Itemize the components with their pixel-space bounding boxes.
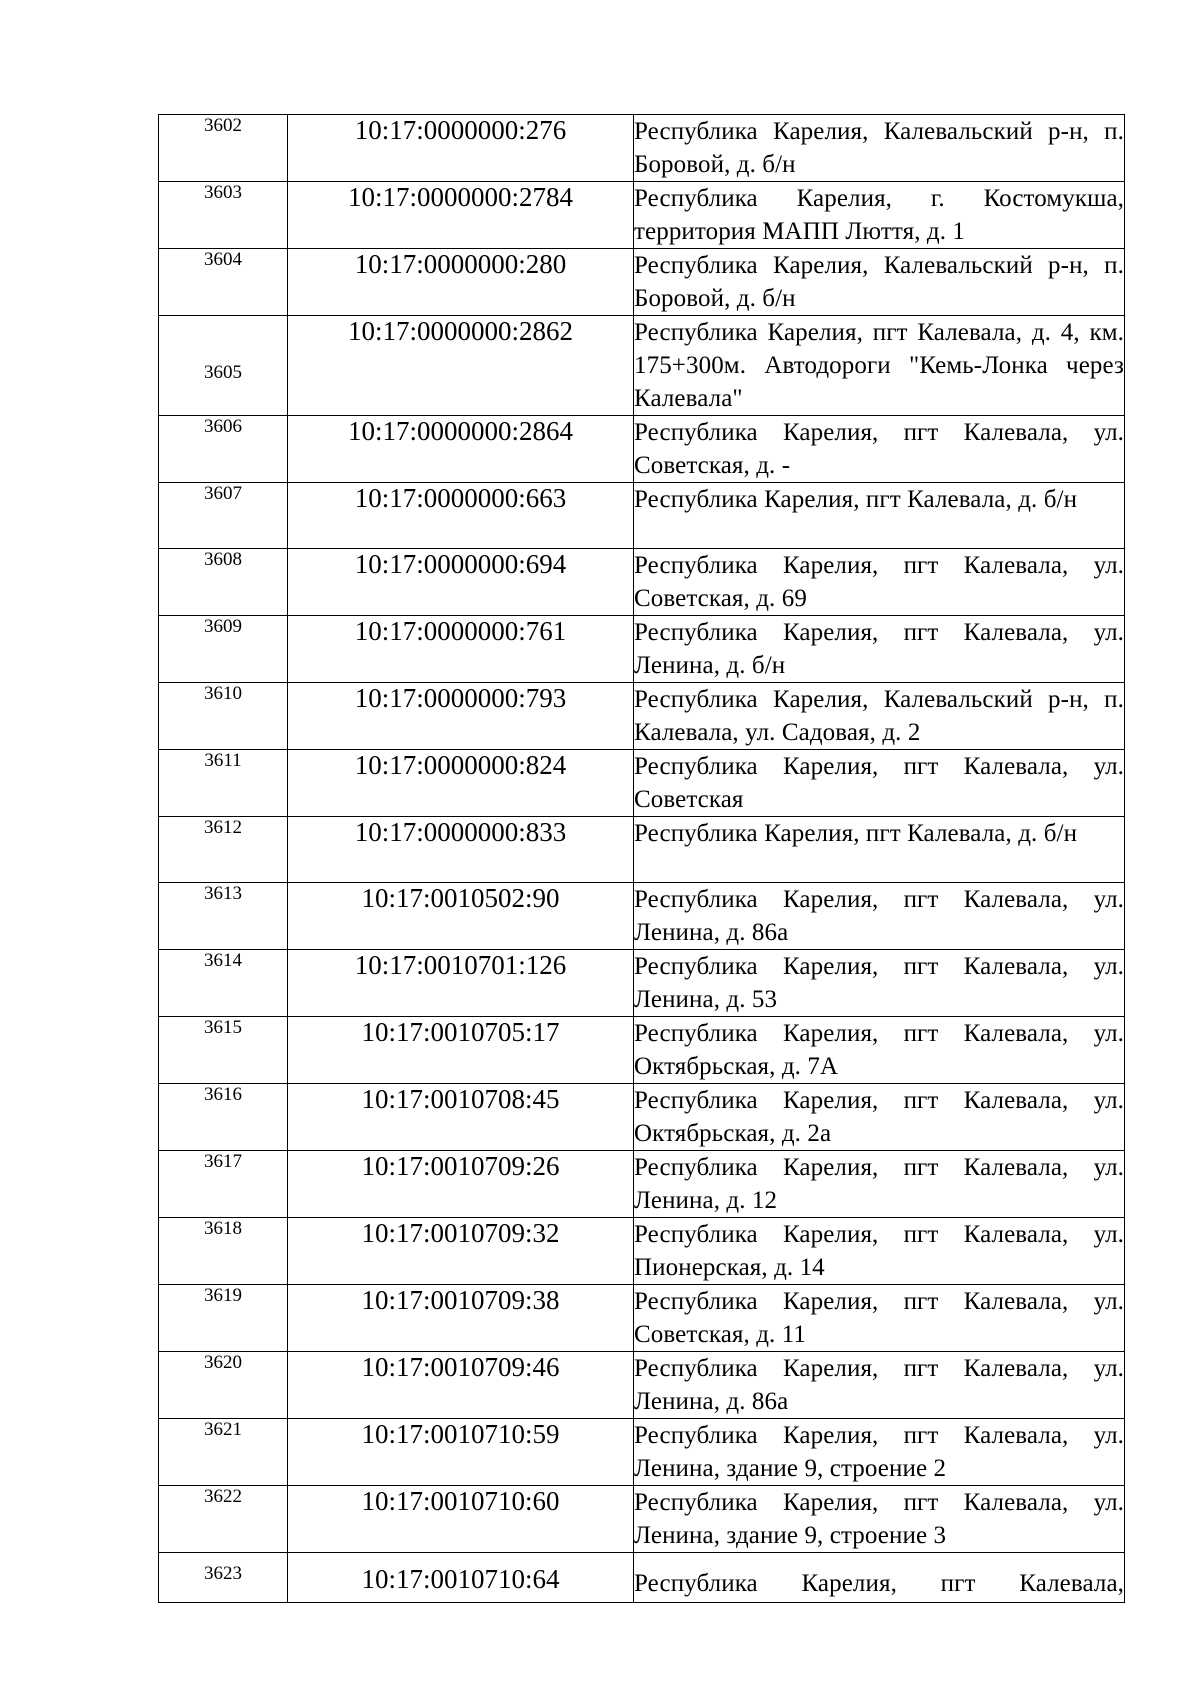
row-number: 3614 bbox=[159, 950, 288, 1017]
table-row bbox=[159, 1419, 1125, 1486]
address: Республика Карелия, пгт Калевала, ул. Ленина, д. б/н bbox=[634, 616, 1125, 683]
address: Республика Карелия, пгт Калевала, ул. Советская, д. - bbox=[634, 416, 1125, 483]
cadastral-number: 10:17:0000000:2784 bbox=[288, 182, 634, 249]
row-number: 3609 bbox=[159, 616, 288, 683]
table-row bbox=[159, 883, 1125, 950]
address: Республика Карелия, пгт Калевала, ул. Ленина, здание 9, строение 3 bbox=[634, 1486, 1125, 1553]
row-number: 3618 bbox=[159, 1218, 288, 1285]
table-row bbox=[159, 182, 1125, 249]
table-row bbox=[159, 1017, 1125, 1084]
table-row bbox=[159, 683, 1125, 750]
table-row bbox=[159, 750, 1125, 817]
table-row bbox=[159, 549, 1125, 616]
address: Республика Карелия, г. Костомукша, территория МАПП Люття, д. 1 bbox=[634, 182, 1125, 249]
cadastral-number: 10:17:0000000:694 bbox=[288, 549, 634, 616]
table-row bbox=[159, 1352, 1125, 1419]
cadastral-number: 10:17:0010705:17 bbox=[288, 1017, 634, 1084]
table-row bbox=[159, 1285, 1125, 1352]
cadastral-number: 10:17:0000000:2862 bbox=[288, 316, 634, 416]
address: Республика Карелия, Калевальский р-н, п. Калевала, ул. Садовая, д. 2 bbox=[634, 683, 1125, 750]
address: Республика Карелия, пгт Калевала, д. б/н bbox=[634, 483, 1125, 549]
address: Республика Карелия, пгт Калевала, ул. Ленина, д. 12 bbox=[634, 1151, 1125, 1218]
table-row bbox=[159, 115, 1125, 182]
cadastral-number: 10:17:0000000:833 bbox=[288, 817, 634, 883]
address: Республика Карелия, пгт Калевала, д. 4, км. 175+300м. Автодороги "Кемь-Лонка через Калевала" bbox=[634, 316, 1125, 416]
address: Республика Карелия, пгт Калевала, ул. Советская, д. 11 bbox=[634, 1285, 1125, 1352]
cadastral-number: 10:17:0010710:59 bbox=[288, 1419, 634, 1486]
address: Республика Карелия, пгт Калевала, д. б/н bbox=[634, 817, 1125, 883]
table-row bbox=[159, 1218, 1125, 1285]
row-number: 3619 bbox=[159, 1285, 288, 1352]
row-number: 3615 bbox=[159, 1017, 288, 1084]
row-number: 3605 bbox=[159, 316, 288, 416]
table-row bbox=[159, 483, 1125, 549]
cadastral-number: 10:17:0000000:276 bbox=[288, 115, 634, 182]
row-number: 3613 bbox=[159, 883, 288, 950]
cadastral-number: 10:17:0010709:46 bbox=[288, 1352, 634, 1419]
row-number: 3616 bbox=[159, 1084, 288, 1151]
row-number: 3603 bbox=[159, 182, 288, 249]
row-number: 3623 bbox=[159, 1553, 288, 1603]
cadastral-number: 10:17:0010710:60 bbox=[288, 1486, 634, 1553]
table-row bbox=[159, 1553, 1125, 1603]
cadastral-number: 10:17:0000000:761 bbox=[288, 616, 634, 683]
cadastral-number: 10:17:0000000:824 bbox=[288, 750, 634, 817]
row-number: 3607 bbox=[159, 483, 288, 549]
table-row bbox=[159, 416, 1125, 483]
cadastral-number: 10:17:0010502:90 bbox=[288, 883, 634, 950]
cadastral-number: 10:17:0010701:126 bbox=[288, 950, 634, 1017]
registry-table bbox=[158, 114, 1125, 1603]
table-row bbox=[159, 1151, 1125, 1218]
address: Республика Карелия, пгт Калевала, ул. Ленина, д. 86а bbox=[634, 883, 1125, 950]
cadastral-number: 10:17:0010709:38 bbox=[288, 1285, 634, 1352]
cadastral-number: 10:17:0010710:64 bbox=[288, 1553, 634, 1603]
row-number: 3622 bbox=[159, 1486, 288, 1553]
address: Республика Карелия, пгт Калевала, ул. Октябрьская, д. 2а bbox=[634, 1084, 1125, 1151]
row-number: 3608 bbox=[159, 549, 288, 616]
cadastral-number: 10:17:0000000:2864 bbox=[288, 416, 634, 483]
table-row bbox=[159, 316, 1125, 416]
table-row bbox=[159, 1486, 1125, 1553]
row-number: 3611 bbox=[159, 750, 288, 817]
table-row bbox=[159, 616, 1125, 683]
table-row bbox=[159, 1084, 1125, 1151]
row-number: 3610 bbox=[159, 683, 288, 750]
row-number: 3621 bbox=[159, 1419, 288, 1486]
row-number: 3602 bbox=[159, 115, 288, 182]
row-number: 3617 bbox=[159, 1151, 288, 1218]
address: Республика Карелия, пгт Калевала, ул. Октябрьская, д. 7А bbox=[634, 1017, 1125, 1084]
table-row bbox=[159, 950, 1125, 1017]
cadastral-number: 10:17:0000000:793 bbox=[288, 683, 634, 750]
address: Республика Карелия, пгт Калевала, bbox=[634, 1553, 1125, 1603]
table-row bbox=[159, 817, 1125, 883]
cadastral-number: 10:17:0010709:26 bbox=[288, 1151, 634, 1218]
address: Республика Карелия, пгт Калевала, ул. Пионерская, д. 14 bbox=[634, 1218, 1125, 1285]
address: Республика Карелия, Калевальский р-н, п. Боровой, д. б/н bbox=[634, 115, 1125, 182]
cadastral-number: 10:17:0010708:45 bbox=[288, 1084, 634, 1151]
cadastral-number: 10:17:0000000:280 bbox=[288, 249, 634, 316]
table-row bbox=[159, 249, 1125, 316]
address: Республика Карелия, Калевальский р-н, п. Боровой, д. б/н bbox=[634, 249, 1125, 316]
address: Республика Карелия, пгт Калевала, ул. Ленина, д. 86а bbox=[634, 1352, 1125, 1419]
address: Республика Карелия, пгт Калевала, ул. Ленина, д. 53 bbox=[634, 950, 1125, 1017]
cadastral-number: 10:17:0000000:663 bbox=[288, 483, 634, 549]
row-number: 3604 bbox=[159, 249, 288, 316]
address: Республика Карелия, пгт Калевала, ул. Советская bbox=[634, 750, 1125, 817]
address: Республика Карелия, пгт Калевала, ул. Ленина, здание 9, строение 2 bbox=[634, 1419, 1125, 1486]
row-number: 3606 bbox=[159, 416, 288, 483]
row-number: 3612 bbox=[159, 817, 288, 883]
row-number: 3620 bbox=[159, 1352, 288, 1419]
cadastral-number: 10:17:0010709:32 bbox=[288, 1218, 634, 1285]
address: Республика Карелия, пгт Калевала, ул. Советская, д. 69 bbox=[634, 549, 1125, 616]
